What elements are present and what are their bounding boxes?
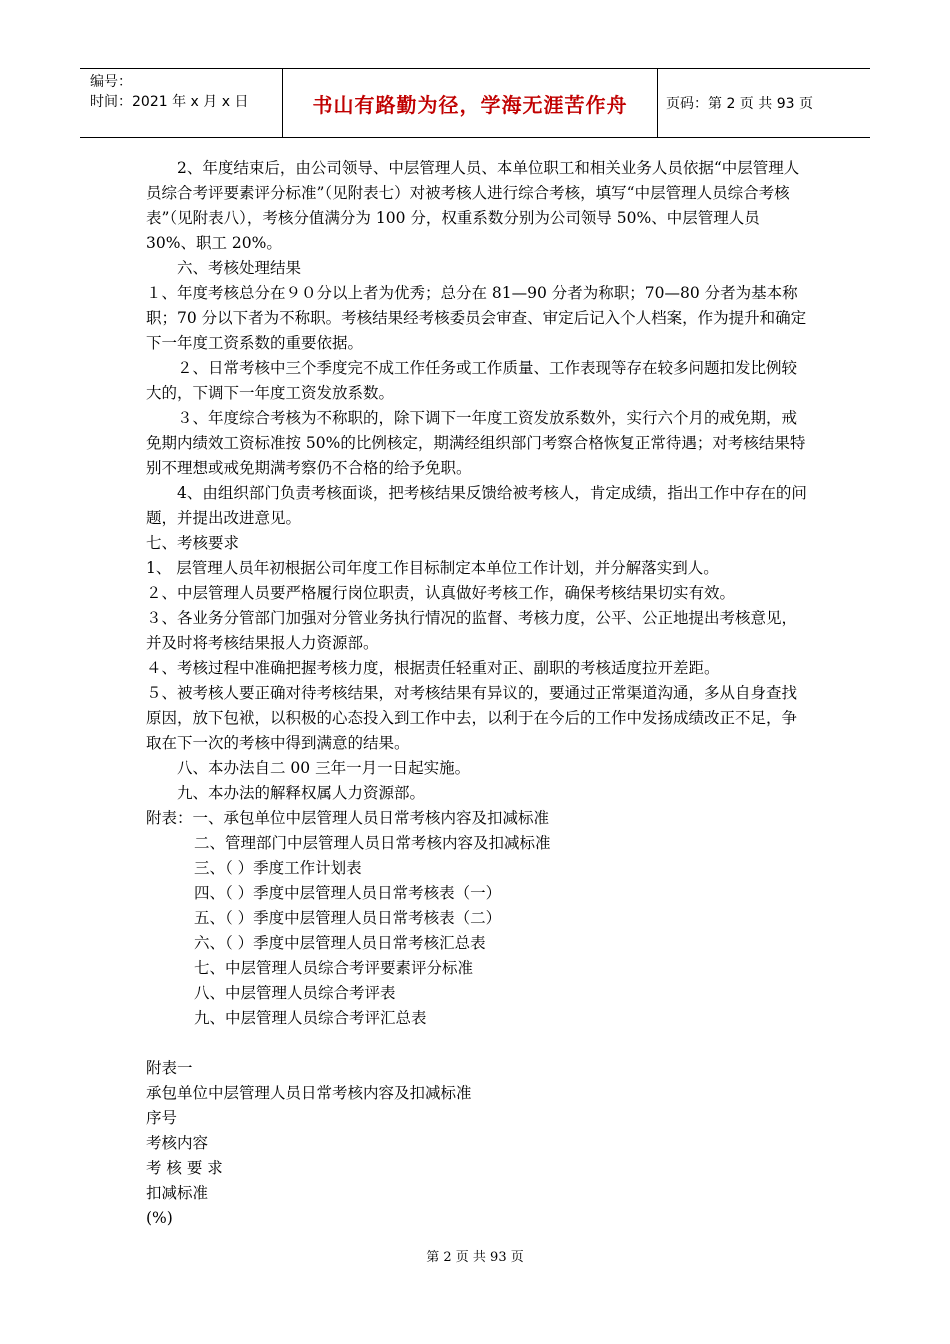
- paragraph-requirement-2: ２、中层管理人员要严格履行岗位职责，认真做好考核工作，确保考核结果切实有效。: [146, 584, 736, 602]
- column-standard: 扣减标准: [146, 1184, 209, 1202]
- appendix-label: 附表一: [146, 1059, 193, 1077]
- section-heading-results: 六、考核处理结果: [177, 259, 302, 277]
- paragraph-result-1: １、年度考核总分在９０分以上者为优秀；总分在 81—90 分者为称职；70—80 分者为基本称职；70 分以下者为不称职。考核结果经考核委员会审查、审定后记入个人档案，作为提升和确定下一年度工资系数的重要依据。: [146, 284, 807, 352]
- annex-item: 五、（ ）季度中层管理人员日常考核表（二）: [194, 909, 502, 927]
- paragraph-result-2: ２、日常考核中三个季度完不成工作任务或工作质量、工作表现等存在较多问题扣发比例较大的，下调下一年度工资发放系数。: [146, 359, 798, 402]
- document-body: [146, 156, 810, 1231]
- section-interpretation: 九、本办法的解释权属人力资源部。: [177, 784, 426, 802]
- column-unit: (%): [146, 1209, 173, 1227]
- spacer: [146, 1031, 810, 1056]
- annex-item: 六、（ ）季度中层管理人员日常考核汇总表: [194, 934, 486, 952]
- annex-item: 三、（ ）季度工作计划表: [194, 859, 362, 877]
- date-label: 时间：2021 年 x 月 x 日: [90, 94, 249, 110]
- annex-item: 八、中层管理人员综合考评表: [194, 984, 396, 1002]
- annex-item: 四、（ ）季度中层管理人员日常考核表（一）: [194, 884, 502, 902]
- section-effective-date: 八、本办法自二 00 三年一月一日起实施。: [177, 759, 471, 777]
- page-header: [80, 68, 870, 138]
- column-sequence: 序号: [146, 1109, 178, 1127]
- paragraph-requirement-3: ３、各业务分管部门加强对分管业务执行情况的监督、考核力度，公平、公正地提出考核意见，并及时将考核结果报人力资源部。: [146, 609, 798, 652]
- annex-intro: 附表：一、承包单位中层管理人员日常考核内容及扣减标准: [146, 809, 550, 827]
- paragraph-annual-assessment: 2、年度结束后，由公司领导、中层管理人员、本单位职工和相关业务人员依据“中层管理人员综合考评要素评分标准”（见附表七）对被考核人进行综合考核，填写“中层管理人员综合考核表”（见附表八），考核分值满分为 100 分，权重系数分别为公司领导 50%、中层管理人员 30%、职工 20%。: [146, 159, 800, 252]
- appendix-title: 承包单位中层管理人员日常考核内容及扣减标准: [146, 1084, 472, 1102]
- paragraph-requirement-1: 1、 层管理人员年初根据公司年度工作目标制定本单位工作计划，并分解落实到人。: [146, 559, 719, 577]
- column-requirements: 考 核 要 求: [146, 1159, 223, 1177]
- paragraph-requirement-5: ５、被考核人要正确对待考核结果，对考核结果有异议的，要通过正常渠道沟通，多从自身查找原因，放下包袱，以积极的心态投入到工作中去，以利于在今后的工作中发扬成绩改正不足，争取在下一次的考核中得到满意的结果。: [146, 684, 798, 752]
- annex-item: 九、中层管理人员综合考评汇总表: [194, 1009, 427, 1027]
- header-page-info: [658, 69, 870, 137]
- number-label: 编号：: [90, 74, 132, 90]
- page-footer: 第 2 页 共 93 页: [426, 1250, 524, 1265]
- paragraph-requirement-4: ４、考核过程中准确把握考核力度，根据责任轻重对正、副职的考核适度拉开差距。: [146, 659, 720, 677]
- section-heading-requirements: 七、考核要求: [146, 534, 240, 552]
- column-content: 考核内容: [146, 1134, 209, 1152]
- paragraph-result-4: 4、由组织部门负责考核面谈，把考核结果反馈给被考核人，肯定成绩，指出工作中存在的问题，并提出改进意见。: [146, 484, 807, 527]
- motto: 书山有路勤为径，学海无涯苦作舟: [312, 92, 628, 117]
- annex-item: 七、中层管理人员综合考评要素评分标准: [194, 959, 474, 977]
- paragraph-result-3: ３、年度综合考核为不称职的，除下调下一年度工资发放系数外，实行六个月的戒免期，戒免期内绩效工资标准按 50%的比例核定，期满经组织部门考察合格恢复正常待遇；对考核结果特别不理想或戒免期满考察仍不合格的给予免职。: [146, 409, 806, 477]
- page-info: 页码：第 2 页 共 93 页: [666, 96, 813, 112]
- header-meta: [80, 69, 282, 137]
- header-motto-cell: [282, 69, 658, 137]
- annex-item: 二、管理部门中层管理人员日常考核内容及扣减标准: [194, 834, 551, 852]
